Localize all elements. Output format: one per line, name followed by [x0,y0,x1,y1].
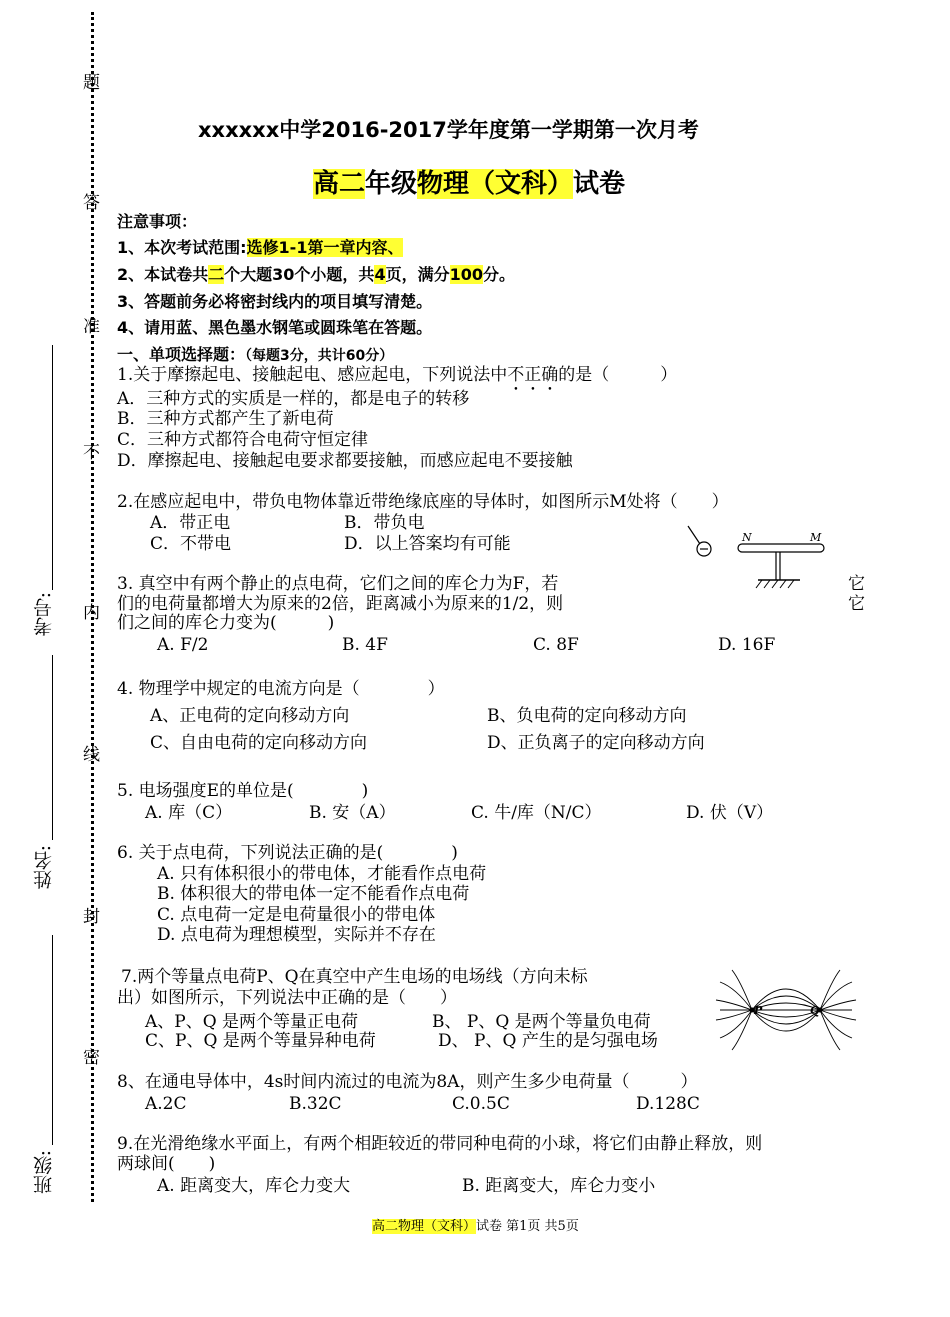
q7-field-lines-figure [712,966,860,1058]
note-4: 4、请用蓝、黑色墨水钢笔或圆珠笔在答题。 [117,318,433,337]
q8-option-d: D.128C [636,1094,700,1114]
q6-stem: 6. 关于点电荷，下列说法正确的是( ) [117,843,458,863]
seal-char: 封 [83,907,100,927]
q1-option-c: C．三种方式都符合电荷守恒定律 [117,430,369,450]
q8-option-b: B.32C [289,1094,342,1114]
q3-option-b: B. 4F [342,635,388,655]
q2-option-b: B．带负电 [344,513,425,533]
q3-line-3: 们之间的库仑力变为( ) [117,613,335,633]
q4-option-d: D、正负离子的定向移动方向 [487,733,705,753]
q4-option-c: C、自由电荷的定向移动方向 [150,733,368,753]
svg-text:Q: Q [810,1004,820,1017]
q5-option-b: B. 安（A） [309,803,396,823]
q8-option-a: A.2C [145,1094,187,1114]
note-1: 1、本次考试范围:选修1-1第一章内容、 [117,238,404,257]
exam-subtitle [313,163,625,200]
q3-option-a: A. F/2 [157,635,209,655]
exam-number-line[interactable] [52,345,53,590]
footer-subject: 高二物理（文科） [372,1219,477,1234]
q2-stem: 2.在感应起电中，带负电物体靠近带绝缘底座的导体时，如图所示M处将（ ） [117,492,729,512]
seal-char: 不 [83,443,100,463]
section-heading: 一、单项选择题：（每题3分，共计60分） [117,345,394,364]
q7-option-a: A、P、Q 是两个等量正电荷 [145,1012,359,1032]
note-2: 2、本试卷共二个大题30个小题，共4页，满分100分。 [117,265,516,284]
q2-option-d: D．以上答案均有可能 [344,534,511,554]
svg-text:P: P [754,1004,763,1017]
grade-suffix: 年级 [365,169,418,199]
q5-option-c: C. 牛/库（N/C） [471,803,602,823]
q7-option-b: B、 P、Q 是两个等量负电荷 [432,1012,651,1032]
q4-option-b: B、负电荷的定向移动方向 [487,706,687,726]
footer-page-info: 试卷 第1页 共5页 [476,1219,579,1234]
q5-option-a: A. 库（C） [145,803,233,823]
page-footer [372,1215,579,1234]
q4-option-a: A、正电荷的定向移动方向 [150,706,350,726]
svg-text:M: M [810,531,822,544]
q1-stem: 1.关于摩擦起电、接触起电、感应起电，下列说法中不正确的是（ ） [117,365,678,385]
q3-line-2: 们的电荷量都增大为原来的2倍，距离减小为原来的1/2，则 [117,594,564,614]
grade-text: 高二 [313,169,366,199]
class-label: 班级: [33,1150,55,1195]
seal-char: 准 [83,317,100,337]
q2-option-c: C．不带电 [150,534,232,554]
q1-option-b: B．三种方式都产生了新电荷 [117,409,334,429]
q8-stem: 8、在通电导体中，4s时间内流过的电流为8A，则产生多少电荷量（ ） [117,1072,698,1092]
q3-line-2-end: 它 [848,594,865,614]
q9-line-1: 9.在光滑绝缘水平面上，有两个相距较近的带同种电荷的小球，将它们由静止释放，则 [117,1134,763,1154]
seal-char: 密 [83,1048,100,1068]
exam-title: xxxxxx中学2016-2017学年度第一学期第一次月考 [198,118,699,142]
q7-line-2: 出）如图所示，下列说法中正确的是（ ） [117,988,457,1008]
seal-char: 答 [83,193,100,213]
q2-figure [680,520,830,602]
paper-text: 试卷 [573,169,626,199]
q3-line-1: 3. 真空中有两个静止的点电荷，它们之间的库仑力为F，若 [117,574,559,594]
q6-option-c: C. 点电荷一定是电荷量很小的带电体 [157,905,436,925]
q1-option-d: D．摩擦起电、接触起电要求都要接触，而感应起电不要接触 [117,451,573,471]
q5-option-d: D. 伏（V） [686,803,774,823]
q6-option-d: D. 点电荷为理想模型，实际并不存在 [157,925,436,945]
q6-option-b: B. 体积很大的带电体一定不能看作点电荷 [157,884,470,904]
q5-stem: 5. 电场强度E的单位是( ) [117,781,369,801]
name-line[interactable] [52,655,53,840]
seal-char: 题 [83,73,100,93]
q6-option-a: A. 只有体积很小的带电体，才能看作点电荷 [157,864,487,884]
q1-option-a: A．三种方式的实质是一样的，都是电子的转移 [117,389,470,409]
q7-option-d: D、 P、Q 产生的是匀强电场 [438,1031,658,1051]
q7-option-c: C、P、Q 是两个等量异种电荷 [145,1031,376,1051]
seal-char: 线 [83,745,100,765]
seal-char: 内 [83,603,100,623]
q7-line-1: 7.两个等量点电荷P、Q在真空中产生电场的电场线（方向未标 [121,967,588,987]
name-label: 姓名: [33,845,55,890]
exam-number-label: 考号: [33,592,55,637]
q9-option-b: B. 距离变大，库仑力变小 [462,1176,656,1196]
class-line[interactable] [52,935,53,1145]
q9-line-2: 两球间( ) [117,1154,216,1174]
q8-option-c: C.0.5C [452,1094,510,1114]
svg-text:N: N [742,531,752,544]
q3-option-c: C. 8F [533,635,579,655]
q3-option-d: D. 16F [718,635,776,655]
q2-option-a: A．带正电 [150,513,231,533]
notes-heading: 注意事项： [117,212,198,231]
q9-option-a: A. 距离变大，库仑力变大 [157,1176,351,1196]
subject-text: 物理（文科） [417,169,574,199]
note-3: 3、答题前务必将密封线内的项目填写清楚。 [117,292,433,311]
q3-line-1-end: 它 [848,574,865,594]
q4-stem: 4. 物理学中规定的电流方向是（ ） [117,679,445,699]
